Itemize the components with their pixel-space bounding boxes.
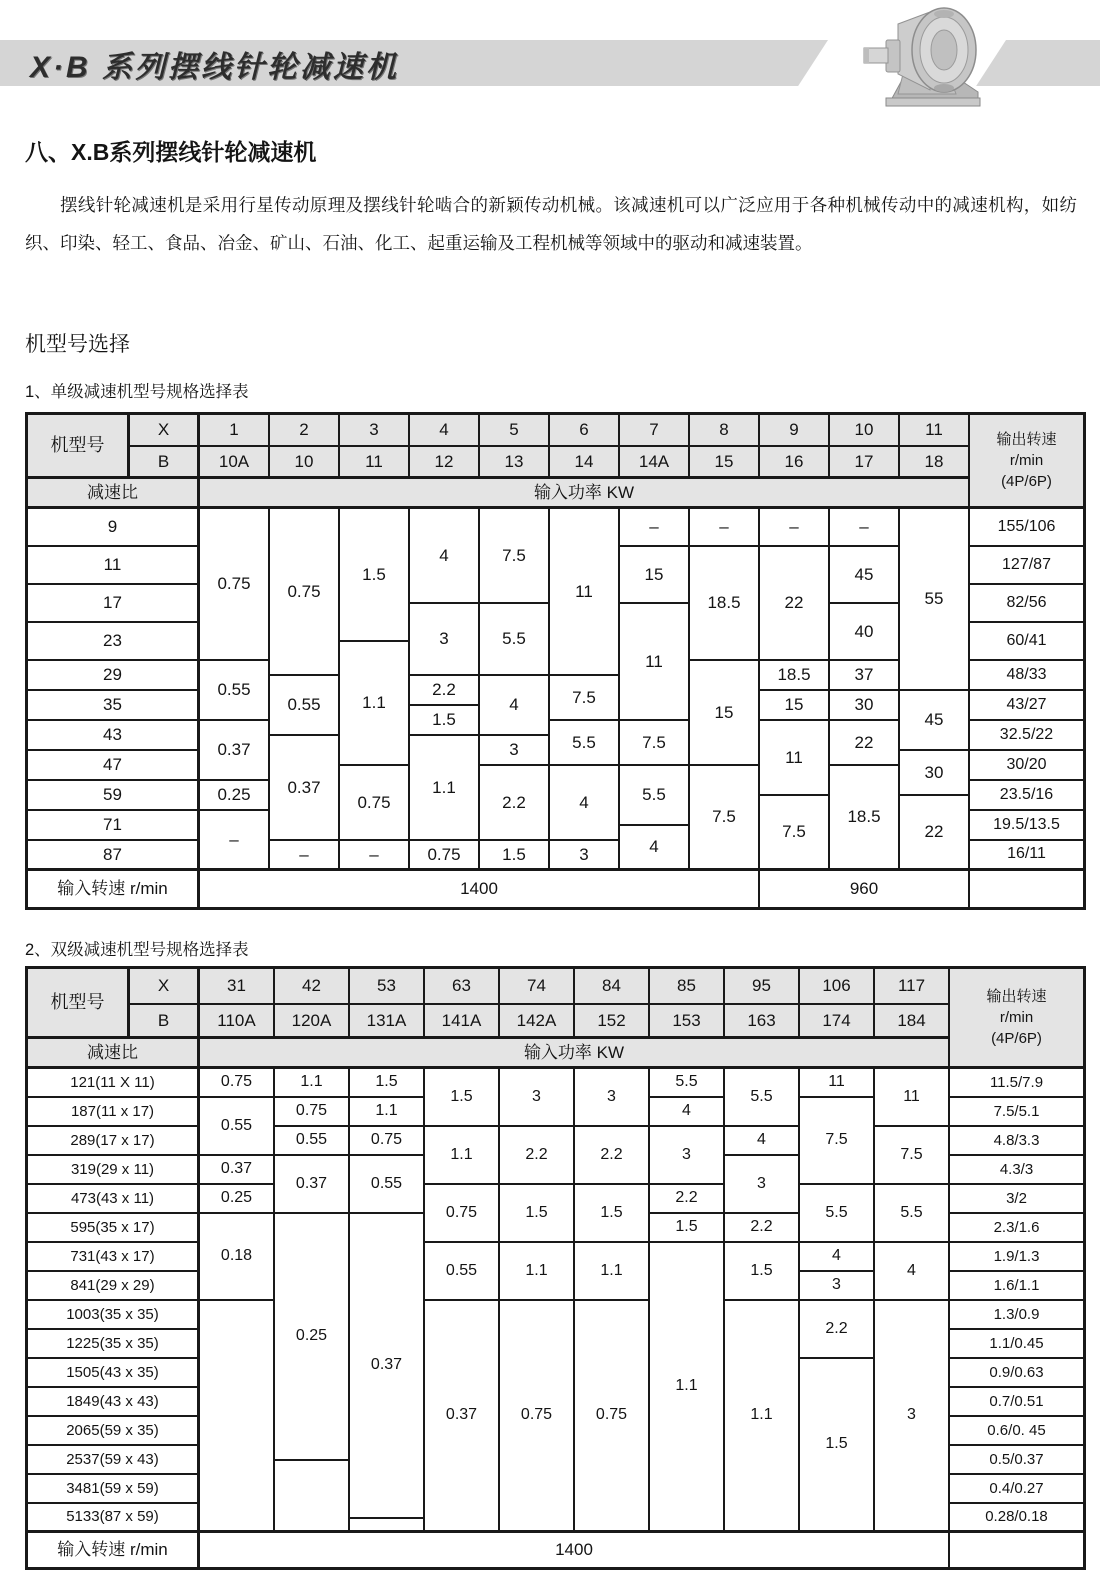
ratio-row-label: 11 (28, 547, 200, 585)
x-value-col5: 5 (480, 415, 550, 447)
power-cell-col10: 4 (875, 1243, 950, 1301)
power-cell-col8: 1.5 (725, 1243, 800, 1301)
corner-model-label: 机型号 (28, 969, 130, 1039)
power-cell-col7: 5.5 (620, 766, 690, 826)
power-cell-col2: 0.37 (275, 1156, 350, 1214)
output-speed-value: 30/20 (970, 751, 1083, 781)
ratio-row-label: 1225(35 x 35) (28, 1330, 200, 1359)
x-row-label: X (130, 415, 200, 447)
power-cell-col9: 11 (760, 721, 830, 796)
table2-caption: 2、双级减速机型号规格选择表 (25, 941, 249, 959)
power-cell-col10: 37 (830, 661, 900, 691)
x-value-col9: 9 (760, 415, 830, 447)
intro-paragraph: 摆线针轮减速机是采用行星传动原理及摆线针轮啮合的新颖传动机械。该减速机可以广泛应用于各种机械传动中的减速机构，如纺织、印染、轻工、食品、冶金、矿山、石油、化工、起重运输及工程机械等领域中的驱动和减速装置。 (25, 195, 1077, 253)
b-row-label: B (130, 1005, 200, 1039)
subsection-heading: 机型号选择 (25, 333, 130, 356)
x-value-col10: 10 (830, 415, 900, 447)
power-cell-col9: 11 (800, 1069, 875, 1098)
ratio-row-label: 1849(43 x 43) (28, 1388, 200, 1417)
table1-caption: 1、单级减速机型号规格选择表 (25, 383, 249, 401)
power-cell-col4: 1.5 (425, 1069, 500, 1127)
ratio-row-label: 2537(59 x 43) (28, 1446, 200, 1475)
b-value-col10: 17 (830, 447, 900, 479)
power-cell-col1: 0.55 (200, 661, 270, 721)
x-value-col1: 1 (200, 415, 270, 447)
output-speed-value: 23.5/16 (970, 781, 1083, 811)
output-speed-value: 19.5/13.5 (970, 811, 1083, 841)
ratio-row-label: 3481(59 x 59) (28, 1475, 200, 1504)
power-cell-col7: – (620, 509, 690, 547)
ratio-row-label: 187(11 x 17) (28, 1098, 200, 1127)
ratio-row-label: 1003(35 x 35) (28, 1301, 200, 1330)
output-speed-value: 16/11 (970, 841, 1083, 871)
ratio-header-label: 减速比 (28, 1039, 200, 1069)
power-cell-col6: 1.1 (575, 1243, 650, 1301)
ratio-row-label: 59 (28, 781, 200, 811)
input-power-header: 输入功率 KW (200, 479, 970, 509)
power-cell-col5: 2.2 (480, 766, 550, 841)
x-value-col9: 106 (800, 969, 875, 1005)
output-speed-value: 82/56 (970, 585, 1083, 623)
power-cell-col5: 4 (480, 676, 550, 736)
power-cell-col8: 15 (690, 661, 760, 766)
ratio-row-label: 1505(43 x 35) (28, 1359, 200, 1388)
b-value-col7: 153 (650, 1005, 725, 1039)
output-speed-value: 0.4/0.27 (950, 1475, 1083, 1504)
input-speed-value: 1400 (200, 1533, 950, 1567)
output-speed-value: 4.8/3.3 (950, 1127, 1083, 1156)
power-cell-col8: 2.2 (725, 1214, 800, 1243)
power-cell-col4: 0.55 (425, 1243, 500, 1301)
power-cell-col9: 1.5 (800, 1359, 875, 1533)
output-speed-value: 60/41 (970, 623, 1083, 661)
power-cell-col9: 5.5 (800, 1185, 875, 1243)
power-cell-col1: 0.37 (200, 721, 270, 781)
b-value-col1: 10A (200, 447, 270, 479)
power-cell-col3: 1.5 (350, 1069, 425, 1098)
power-cell-col4: 2.2 (410, 676, 480, 706)
output-speed-value: 1.3/0.9 (950, 1301, 1083, 1330)
power-cell-col2: 0.37 (270, 736, 340, 841)
output-speed-value: 1.6/1.1 (950, 1272, 1083, 1301)
power-cell-col10: 45 (830, 547, 900, 604)
ratio-row-label: 43 (28, 721, 200, 751)
x-value-col4: 63 (425, 969, 500, 1005)
output-speed-header (970, 415, 1083, 509)
ratio-row-label: 731(43 x 17) (28, 1243, 200, 1272)
power-cell-col8: 18.5 (690, 547, 760, 661)
power-cell-col3: – (340, 841, 410, 871)
x-value-col6: 84 (575, 969, 650, 1005)
power-cell-col1: 0.25 (200, 781, 270, 811)
b-value-col1: 110A (200, 1005, 275, 1039)
power-cell-col7: 2.2 (650, 1185, 725, 1214)
output-footer-blank (950, 1533, 1083, 1567)
ratio-row-label: 17 (28, 585, 200, 623)
b-value-col5: 13 (480, 447, 550, 479)
output-speed-value: 7.5/5.1 (950, 1098, 1083, 1127)
power-cell-col9: 4 (800, 1243, 875, 1272)
power-cell-col5: 1.5 (500, 1185, 575, 1243)
ratio-row-label: 2065(59 x 35) (28, 1417, 200, 1446)
section-heading: 八、X.B系列摆线针轮减速机 (25, 139, 317, 165)
output-speed-header-line: (4P/6P) (991, 1030, 1042, 1047)
power-cell-col7: 15 (620, 547, 690, 604)
power-cell-col10: 7.5 (875, 1127, 950, 1185)
ratio-row-label: 289(17 x 17) (28, 1127, 200, 1156)
power-cell-col8: 1.1 (725, 1301, 800, 1533)
power-cell-col10: 5.5 (875, 1185, 950, 1243)
b-value-col6: 152 (575, 1005, 650, 1039)
b-value-col3: 11 (340, 447, 410, 479)
power-cell-col4: 0.37 (425, 1301, 500, 1533)
power-cell-col1: – (200, 811, 270, 871)
input-speed-value: 960 (760, 871, 970, 907)
x-value-col7: 85 (650, 969, 725, 1005)
input-speed-value: 1400 (200, 871, 760, 907)
power-cell-col6: 3 (575, 1069, 650, 1127)
x-value-col3: 3 (340, 415, 410, 447)
output-speed-header-line: (4P/6P) (1001, 473, 1052, 490)
power-cell-col5: 2.2 (500, 1127, 575, 1185)
x-value-col1: 31 (200, 969, 275, 1005)
power-cell-col11: 55 (900, 509, 970, 691)
output-speed-value: 127/87 (970, 547, 1083, 585)
power-cell-col2: 0.25 (275, 1214, 350, 1461)
ratio-row-label: 29 (28, 661, 200, 691)
power-cell-col5: 3 (500, 1069, 575, 1127)
power-cell-col7: 1.1 (650, 1243, 725, 1533)
ratio-row-label: 5133(87 x 59) (28, 1504, 200, 1533)
corner-model-label: 机型号 (28, 415, 130, 479)
power-cell-col8: 4 (725, 1127, 800, 1156)
power-cell-col5: 0.75 (500, 1301, 575, 1533)
output-speed-value: 3/2 (950, 1185, 1083, 1214)
power-cell-col7: 3 (650, 1127, 725, 1185)
output-speed-value: 48/33 (970, 661, 1083, 691)
double-stage-selection-table (25, 966, 1086, 1570)
power-cell-col1: 0.18 (200, 1214, 275, 1301)
power-cell-col7: 11 (620, 604, 690, 721)
output-speed-value: 4.3/3 (950, 1156, 1083, 1185)
power-cell-col8: – (690, 509, 760, 547)
power-cell-col11: 45 (900, 691, 970, 751)
power-cell-col1 (200, 1301, 275, 1533)
x-value-col3: 53 (350, 969, 425, 1005)
power-cell-col3: 0.37 (350, 1214, 425, 1519)
output-speed-header-line: r/min (999, 1009, 1034, 1026)
power-cell-col7: 7.5 (620, 721, 690, 766)
power-cell-col5: 3 (480, 736, 550, 766)
output-speed-value: 0.9/0.63 (950, 1359, 1083, 1388)
power-cell-col8: 3 (725, 1156, 800, 1214)
power-cell-col1: 0.55 (200, 1098, 275, 1156)
power-cell-col8: 7.5 (690, 766, 760, 871)
power-cell-col9: – (760, 509, 830, 547)
power-cell-col1: 0.75 (200, 1069, 275, 1098)
b-value-col7: 14A (620, 447, 690, 479)
ratio-row-label: 841(29 x 29) (28, 1272, 200, 1301)
power-cell-col7: 4 (620, 826, 690, 871)
ratio-row-label: 9 (28, 509, 200, 547)
b-value-col4: 141A (425, 1005, 500, 1039)
b-value-col8: 163 (725, 1005, 800, 1039)
power-cell-col3: 1.1 (340, 642, 410, 766)
banner-title: X·B 系列摆线针轮减速机 (30, 51, 399, 84)
power-cell-col2: 0.55 (275, 1127, 350, 1156)
ratio-row-label: 595(35 x 17) (28, 1214, 200, 1243)
power-cell-col3: 0.75 (340, 766, 410, 841)
x-value-col8: 95 (725, 969, 800, 1005)
b-value-col2: 10 (270, 447, 340, 479)
power-cell-col4: 3 (410, 604, 480, 676)
x-value-col8: 8 (690, 415, 760, 447)
b-value-col9: 16 (760, 447, 830, 479)
power-cell-col9: 18.5 (760, 661, 830, 691)
power-cell-col5: 1.5 (480, 841, 550, 871)
output-speed-value: 11.5/7.9 (950, 1069, 1083, 1098)
power-cell-col1: 0.37 (200, 1156, 275, 1185)
power-cell-col9: 22 (760, 547, 830, 661)
power-cell-col3: 0.75 (350, 1127, 425, 1156)
power-cell-col3 (350, 1519, 425, 1534)
output-speed-value: 0.5/0.37 (950, 1446, 1083, 1475)
power-cell-col5: 1.1 (500, 1243, 575, 1301)
power-cell-col6: 11 (550, 509, 620, 676)
power-cell-col2: 0.55 (270, 676, 340, 736)
power-cell-col4: 0.75 (410, 841, 480, 871)
power-cell-col3: 0.55 (350, 1156, 425, 1214)
b-value-col4: 12 (410, 447, 480, 479)
power-cell-col1: 0.25 (200, 1185, 275, 1214)
ratio-row-label: 319(29 x 11) (28, 1156, 200, 1185)
power-cell-col6: 0.75 (575, 1301, 650, 1533)
output-speed-value: 0.7/0.51 (950, 1388, 1083, 1417)
power-cell-col10: – (830, 509, 900, 547)
ratio-header-label: 减速比 (28, 479, 200, 509)
power-cell-col5: 5.5 (480, 604, 550, 676)
ratio-row-label: 35 (28, 691, 200, 721)
x-value-col6: 6 (550, 415, 620, 447)
reducer-photo (856, 4, 982, 108)
ratio-row-label: 473(43 x 11) (28, 1185, 200, 1214)
power-cell-col6: 3 (550, 841, 620, 871)
power-cell-col2: – (270, 841, 340, 871)
x-value-col2: 2 (270, 415, 340, 447)
power-cell-col11: 22 (900, 796, 970, 871)
power-cell-col6: 2.2 (575, 1127, 650, 1185)
power-cell-col9: 2.2 (800, 1301, 875, 1359)
output-speed-header-line: 输出转速 (996, 431, 1057, 448)
power-cell-col10: 30 (830, 691, 900, 721)
power-cell-col10: 18.5 (830, 766, 900, 871)
output-speed-header (950, 969, 1083, 1069)
power-cell-col9: 7.5 (760, 796, 830, 871)
power-cell-col6: 5.5 (550, 721, 620, 766)
power-cell-col4: 1.1 (425, 1127, 500, 1185)
power-cell-col10: 11 (875, 1069, 950, 1127)
power-cell-col2 (275, 1461, 350, 1534)
power-cell-col6: 7.5 (550, 676, 620, 721)
power-cell-col9: 3 (800, 1272, 875, 1301)
b-value-col5: 142A (500, 1005, 575, 1039)
power-cell-col4: 0.75 (425, 1185, 500, 1243)
ratio-row-label: 121(11 X 11) (28, 1069, 200, 1098)
b-value-col3: 131A (350, 1005, 425, 1039)
power-cell-col6: 4 (550, 766, 620, 841)
output-speed-value: 43/27 (970, 691, 1083, 721)
b-value-col9: 174 (800, 1005, 875, 1039)
power-cell-col4: 1.1 (410, 736, 480, 841)
input-speed-label: 输入转速 r/min (28, 1533, 200, 1567)
output-speed-value: 155/106 (970, 509, 1083, 547)
ratio-row-label: 71 (28, 811, 200, 841)
ratio-row-label: 87 (28, 841, 200, 871)
power-cell-col2: 0.75 (275, 1098, 350, 1127)
b-value-col2: 120A (275, 1005, 350, 1039)
output-speed-header-line: r/min (1009, 452, 1044, 469)
power-cell-col4: 1.5 (410, 706, 480, 736)
b-row-label: B (130, 447, 200, 479)
power-cell-col7: 5.5 (650, 1069, 725, 1098)
x-value-col2: 42 (275, 969, 350, 1005)
power-cell-col9: 15 (760, 691, 830, 721)
x-value-col10: 117 (875, 969, 950, 1005)
output-speed-value: 1.1/0.45 (950, 1330, 1083, 1359)
power-cell-col2: 0.75 (270, 509, 340, 676)
output-speed-value: 0.28/0.18 (950, 1504, 1083, 1533)
power-cell-col6: 1.5 (575, 1185, 650, 1243)
power-cell-col2: 1.1 (275, 1069, 350, 1098)
x-row-label: X (130, 969, 200, 1005)
ratio-row-label: 23 (28, 623, 200, 661)
power-cell-col7: 4 (650, 1098, 725, 1127)
output-footer-blank (970, 871, 1083, 907)
power-cell-col10: 22 (830, 721, 900, 766)
x-value-col4: 4 (410, 415, 480, 447)
input-speed-label: 输入转速 r/min (28, 871, 200, 907)
output-speed-value: 1.9/1.3 (950, 1243, 1083, 1272)
output-speed-header-line: 输出转速 (986, 988, 1047, 1005)
power-cell-col11: 30 (900, 751, 970, 796)
power-cell-col3: 1.5 (340, 509, 410, 642)
output-speed-value: 2.3/1.6 (950, 1214, 1083, 1243)
x-value-col11: 11 (900, 415, 970, 447)
x-value-col5: 74 (500, 969, 575, 1005)
x-value-col7: 7 (620, 415, 690, 447)
b-value-col6: 14 (550, 447, 620, 479)
power-cell-col5: 7.5 (480, 509, 550, 604)
output-speed-value: 0.6/0. 45 (950, 1417, 1083, 1446)
power-cell-col4: 4 (410, 509, 480, 604)
power-cell-col3: 1.1 (350, 1098, 425, 1127)
output-speed-value: 32.5/22 (970, 721, 1083, 751)
power-cell-col9: 7.5 (800, 1098, 875, 1185)
b-value-col10: 184 (875, 1005, 950, 1039)
single-stage-selection-table (25, 412, 1086, 910)
power-cell-col10: 40 (830, 604, 900, 661)
power-cell-col1: 0.75 (200, 509, 270, 661)
power-cell-col7: 1.5 (650, 1214, 725, 1243)
power-cell-col8: 5.5 (725, 1069, 800, 1127)
b-value-col11: 18 (900, 447, 970, 479)
ratio-row-label: 47 (28, 751, 200, 781)
input-power-header: 输入功率 KW (200, 1039, 950, 1069)
power-cell-col10: 3 (875, 1301, 950, 1533)
b-value-col8: 15 (690, 447, 760, 479)
